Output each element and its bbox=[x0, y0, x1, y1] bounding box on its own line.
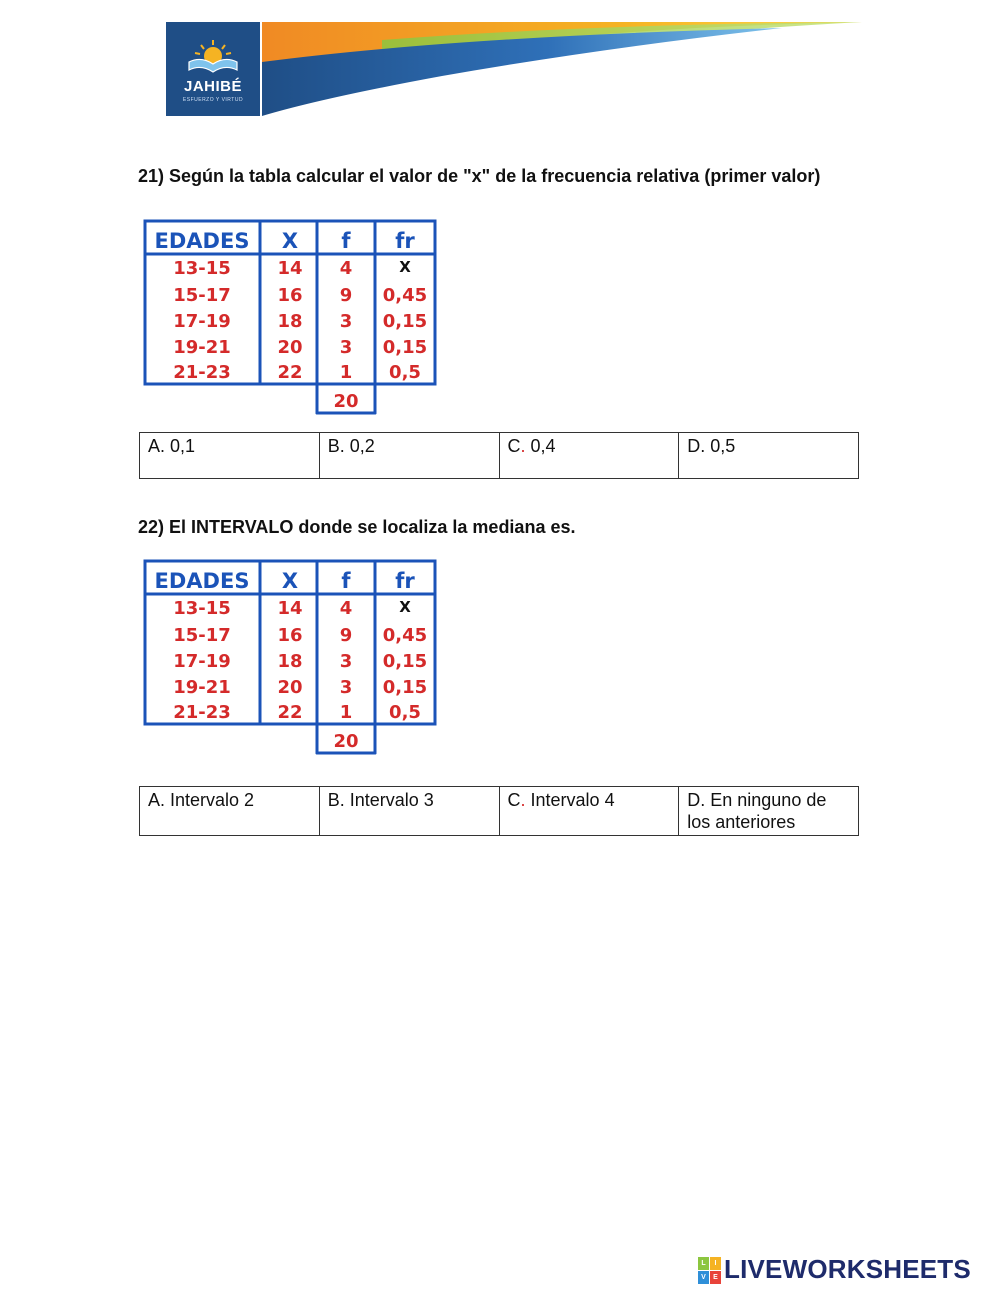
cell-mark: 18 bbox=[277, 311, 303, 332]
cell-freq: 4 bbox=[339, 258, 353, 279]
frequency-table-21 bbox=[140, 217, 440, 417]
header-x: X bbox=[281, 569, 299, 593]
cell-freq: 3 bbox=[339, 311, 353, 332]
option-a[interactable]: A. 0,1 bbox=[140, 433, 320, 479]
cell-freq: 1 bbox=[339, 362, 353, 383]
answer-options-22 bbox=[139, 786, 859, 836]
header-x: X bbox=[281, 229, 299, 253]
cell-rel-freq: 0,15 bbox=[382, 337, 428, 358]
question-22-text: 22) El INTERVALO donde se localiza la mediana es. bbox=[138, 517, 576, 537]
cell-unknown-x: X bbox=[399, 598, 411, 616]
cell-mark: 22 bbox=[277, 362, 303, 383]
header-banner bbox=[262, 18, 862, 118]
school-logo bbox=[166, 22, 260, 116]
question-21-text: 21) Según la tabla calcular el valor de "x" de la frecuencia relativa (primer valor) bbox=[138, 166, 821, 186]
cell-rel-freq: 0,45 bbox=[382, 285, 428, 306]
cell-mark: 14 bbox=[277, 258, 303, 279]
header-fr: fr bbox=[395, 569, 415, 593]
cell-rel-freq: 0,15 bbox=[382, 677, 428, 698]
cell-total: 20 bbox=[333, 731, 359, 752]
cell-interval: 21-23 bbox=[173, 362, 231, 383]
cell-mark: 18 bbox=[277, 651, 303, 672]
option-b[interactable]: B. 0,2 bbox=[319, 433, 499, 479]
cell-freq: 1 bbox=[339, 702, 353, 723]
cell-mark: 14 bbox=[277, 598, 303, 619]
cell-rel-freq: 0,45 bbox=[382, 625, 428, 646]
header-f: f bbox=[341, 569, 351, 593]
option-b[interactable]: B. Intervalo 3 bbox=[319, 787, 499, 836]
option-c-letter: C bbox=[507, 436, 521, 456]
liveworksheets-brand bbox=[698, 1254, 971, 1285]
cell-interval: 17-19 bbox=[173, 311, 231, 332]
cell-freq: 3 bbox=[339, 677, 353, 698]
liveworksheets-wordmark: LIVEWORKSHEETS bbox=[724, 1254, 971, 1284]
liveworksheets-badge-icon: L I V E bbox=[698, 1257, 720, 1283]
cell-mark: 16 bbox=[277, 625, 303, 646]
cell-rel-freq: 0,15 bbox=[382, 311, 428, 332]
cell-rel-freq: 0,5 bbox=[389, 702, 421, 723]
cell-freq: 4 bbox=[339, 598, 353, 619]
cell-freq: 9 bbox=[339, 625, 353, 646]
cell-mark: 20 bbox=[277, 337, 303, 358]
option-c-letter: C bbox=[507, 790, 521, 810]
cell-total: 20 bbox=[333, 391, 359, 412]
option-a[interactable]: A. Intervalo 2 bbox=[140, 787, 320, 836]
cell-interval: 17-19 bbox=[173, 651, 231, 672]
header-f: f bbox=[341, 229, 351, 253]
cell-mark: 16 bbox=[277, 285, 303, 306]
cell-freq: 3 bbox=[339, 337, 353, 358]
option-c[interactable]: C. 0,4 bbox=[499, 433, 679, 479]
option-c-text: 0,4 bbox=[530, 436, 556, 456]
cell-rel-freq: 0,5 bbox=[389, 362, 421, 383]
header-edades: EDADES bbox=[154, 569, 250, 593]
option-d[interactable]: D. En ninguno de los anteriores bbox=[679, 787, 859, 836]
cell-interval: 19-21 bbox=[173, 337, 231, 358]
cell-rel-freq: 0,15 bbox=[382, 651, 428, 672]
cell-interval: 19-21 bbox=[173, 677, 231, 698]
cell-unknown-x: X bbox=[399, 258, 411, 276]
cell-mark: 22 bbox=[277, 702, 303, 723]
cell-interval: 15-17 bbox=[173, 625, 231, 646]
option-c[interactable]: C. Intervalo 4 bbox=[499, 787, 679, 836]
cell-freq: 9 bbox=[339, 285, 353, 306]
cell-mark: 20 bbox=[277, 677, 303, 698]
book-sun-icon bbox=[185, 36, 241, 74]
header-fr: fr bbox=[395, 229, 415, 253]
option-d[interactable]: D. 0,5 bbox=[679, 433, 859, 479]
frequency-table-22 bbox=[140, 557, 440, 757]
cell-freq: 3 bbox=[339, 651, 353, 672]
logo-tagline: ESFUERZO Y VIRTUD bbox=[182, 96, 244, 103]
cell-interval: 13-15 bbox=[173, 598, 231, 619]
cell-interval: 15-17 bbox=[173, 285, 231, 306]
header-edades: EDADES bbox=[154, 229, 250, 253]
cell-interval: 21-23 bbox=[173, 702, 231, 723]
cell-interval: 13-15 bbox=[173, 258, 231, 279]
answer-options-21 bbox=[139, 432, 859, 479]
logo-name: JAHIBÉ bbox=[183, 77, 242, 95]
option-c-text: Intervalo 4 bbox=[530, 790, 615, 810]
